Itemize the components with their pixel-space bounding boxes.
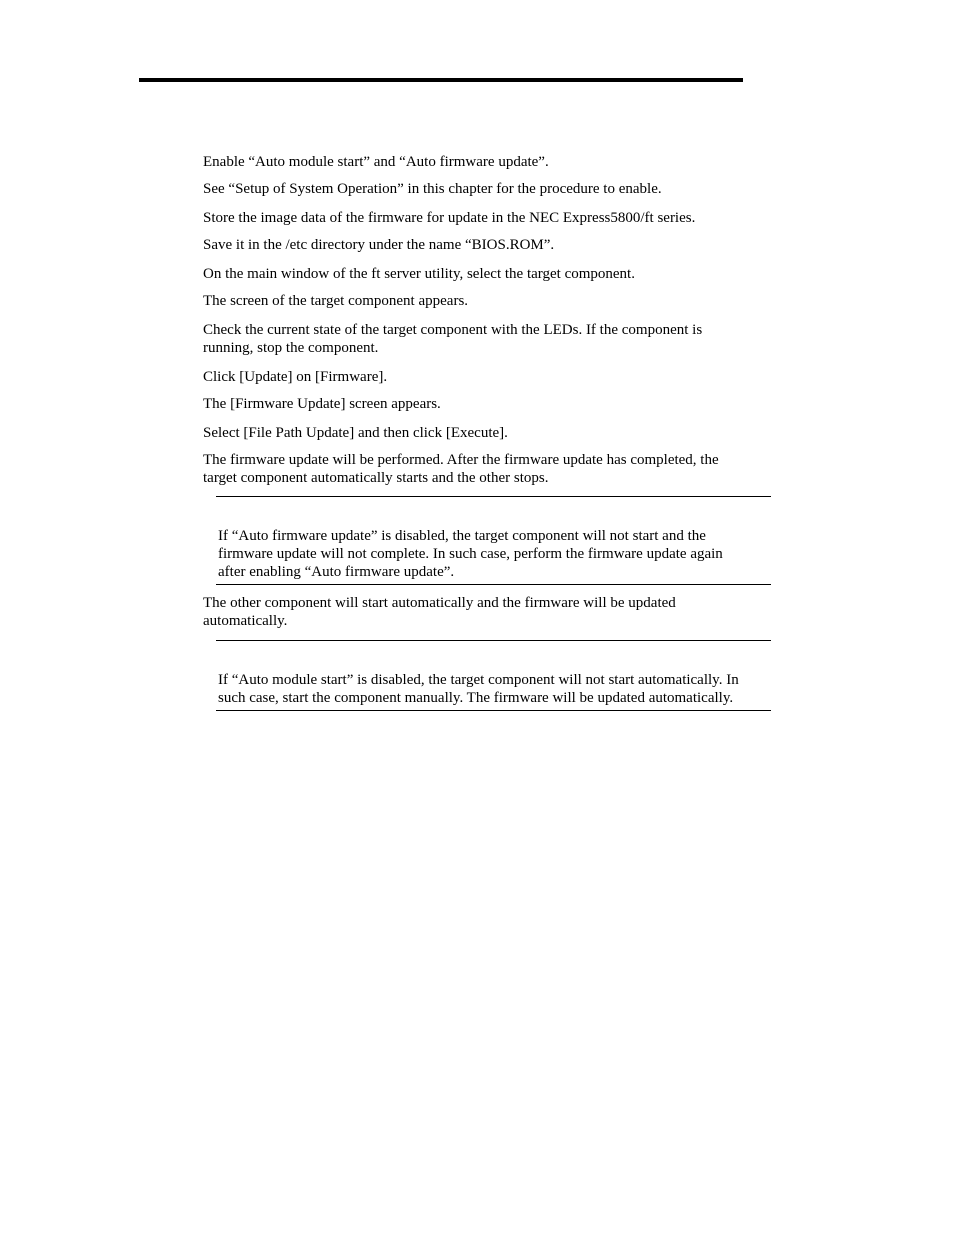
note-text: firmware update will not complete. In such case, perform the firmware update again (218, 546, 723, 562)
step-text: See “Setup of System Operation” in this chapter for the procedure to enable. (203, 181, 662, 197)
note-text: after enabling “Auto firmware update”. (218, 564, 455, 580)
note-text: If “Auto firmware update” is disabled, the target component will not start and the (218, 528, 706, 544)
note-bottom-rule (216, 584, 771, 585)
note-top-rule (216, 496, 771, 497)
step-text: Click [Update] on [Firmware]. (203, 369, 388, 385)
step-text: The screen of the target component appears. (203, 293, 469, 309)
step-text: Save it in the /etc directory under the name “BIOS.ROM”. (203, 237, 555, 253)
header-rule (139, 78, 743, 82)
step-text: The firmware update will be performed. After the firmware update has completed, the (203, 452, 719, 468)
step-text: Check the current state of the target component with the LEDs. If the component is (203, 322, 703, 338)
step-text: Store the image data of the firmware for update in the NEC Express5800/ft series. (203, 210, 696, 226)
step-text: Enable “Auto module start” and “Auto firmware update”. (203, 154, 549, 170)
step-text: running, stop the component. (203, 340, 379, 356)
note-text: If “Auto module start” is disabled, the target component will not start automatically. In (218, 672, 739, 688)
paragraph-line: The other component will start automatically and the firmware will be updated (203, 595, 676, 611)
step-text: Select [File Path Update] and then click [Execute]. (203, 425, 508, 441)
note-text: such case, start the component manually. The firmware will be updated automatically. (218, 690, 734, 706)
step-text: target component automatically starts and the other stops. (203, 470, 549, 486)
note-bottom-rule (216, 710, 771, 711)
step-text: On the main window of the ft server utility, select the target component. (203, 266, 635, 282)
note-top-rule (216, 640, 771, 641)
step-text: The [Firmware Update] screen appears. (203, 396, 441, 412)
paragraph-line: automatically. (203, 613, 288, 629)
